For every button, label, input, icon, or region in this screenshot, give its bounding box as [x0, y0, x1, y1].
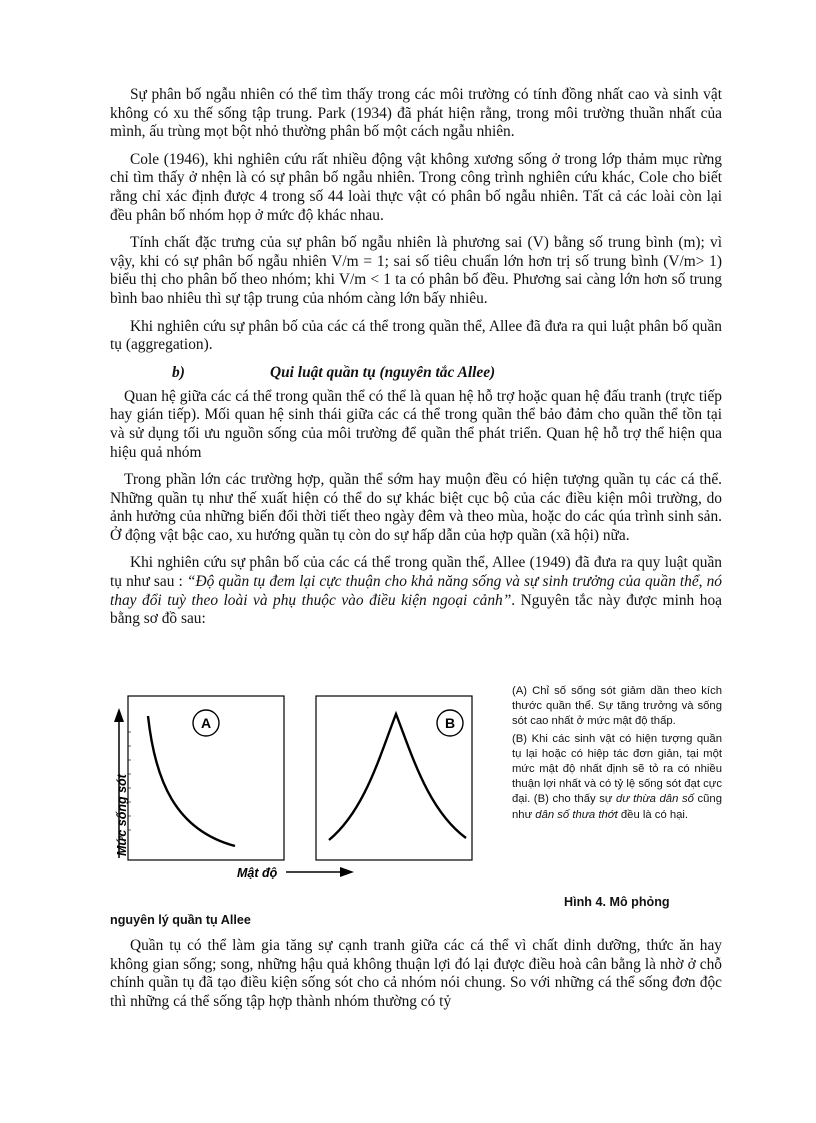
allee-post: . Nguyên tắc này được minh hoạ bằng sơ đồ sau:	[110, 591, 722, 628]
curve-a	[148, 716, 235, 846]
paragraph-variance: Tính chất đặc trưng của sự phân bố ngẫu nhiên là phương sai (V) bằng số trung bình (m); vì vậy, khi có sự phân bố ngẫu nhiên V/m = 1; sai số tiêu chuẩn lớn hơn trị số trung bình (V/m> 1) biểu thị cho phân bố theo nhóm; khi V/m < 1 ta có phân bố đều. Phương sai càng lớn hơn số trung bình bao nhiêu thì sự tập trung của nhóm càng lớn bấy nhiêu.	[110, 234, 722, 307]
y-axis-arrow-head	[114, 708, 124, 722]
y-axis-label: Mức sống sót	[115, 774, 129, 856]
paragraph-allee-rule	[110, 554, 722, 628]
label-b-text: B	[444, 715, 456, 731]
paragraph-random-distribution: Sự phân bố ngẫu nhiên có thể tìm thấy trong các môi trường có tính đồng nhất cao và sinh vật không có xu thế sống tập trung. Park (1934) đã phát hiện rằng, trong môi trường thuần nhất của mình, ấu trùng mọt bột nhỏ thường phân bố một cách ngẫu nhiên.	[110, 86, 722, 141]
allee-pre: Khi nghiên cứu sự phân bố của các cá thể trong quần thể, Allee (1949) đã đưa ra quy luật quần tụ như sau :	[110, 554, 722, 591]
paragraph-closing: Quần tụ có thể làm gia tăng sự cạnh tranh giữa các cá thể vì chất dinh dưỡng, thức ăn hay không gian sống; song, những hậu quả không thuận lợi đó lại được điều hoà cân bằng là nhờ ở chỗ chính quần tụ đã tạo điều kiện sống sót cho cả nhóm nói chung. So với những cá thể sống đơn độc thì những cá thể sống tập hợp thành nhóm thường có tỷ	[110, 937, 722, 1010]
text-body	[110, 86, 722, 638]
section-letter: b)	[172, 363, 185, 381]
closing-section	[110, 937, 722, 1020]
figure-graphs	[110, 680, 510, 890]
caption-b-post: đều là có hại.	[617, 808, 689, 821]
x-axis-label: Mật độ	[237, 866, 278, 880]
caption-b-pre: (B) Khi các sinh vật có hiện tượng quần tụ lại hoặc có hiệp tác đơn giản, tại một mức mật độ nhất định sẽ tỏ ra có nhiều thuận lợi nhất và có tỷ lệ sống sót đạt cực đại. (B) cho thấy sự	[512, 732, 722, 806]
x-axis-arrow-head	[340, 867, 354, 877]
caption-b-mid: cũng như	[512, 793, 722, 821]
paragraph-relations: Quan hệ giữa các cá thể trong quần thể có thể là quan hệ hỗ trợ hoặc quan hệ đấu tranh (trực tiếp hay gián tiếp). Mối quan hệ sinh thái giữa các cá thể trong quần thể bảo đảm cho quần thể tồn tại và sử dụng tối ưu nguồn sống của môi trường để quần thể phát triển. Quan hệ hỗ trợ thể hiện qua hiệu quả nhóm	[110, 387, 722, 461]
paragraph-aggregation: Trong phần lớn các trường hợp, quần thể sớm hay muộn đều có hiện tượng quần tụ các cá thể. Những quần tụ như thế xuất hiện có thể do sự khác biệt cục bộ của các điều kiện môi trường, do ảnh hưởng của những biến đổi thời tiết theo ngày đêm và theo mùa, hoặc do các qúa trình sinh sản. Ở động vật bậc cao, xu hướng quần tụ còn do sự hấp dẫn của hợp quần (xã hội) nữa.	[110, 471, 722, 544]
figure-caption	[512, 684, 722, 825]
paragraph-allee-intro: Khi nghiên cứu sự phân bố của các cá thể trong quần thể, Allee đã đưa ra qui luật phân bố quần tụ (aggregation).	[110, 317, 722, 354]
allee-quote: “Độ quần tụ đem lại cực thuận cho khả năng sống và sự sinh trưởng của quần thể, nó thay đổi tuỳ theo loài và phụ thuộc vào điều kiện ngoại cảnh”	[110, 573, 723, 609]
figure-allee	[110, 680, 722, 910]
paragraph-cole: Cole (1946), khi nghiên cứu rất nhiều động vật không xương sống ở trong lớp thảm mục rừng chỉ tìm thấy ở nhện là có sự phân bố ngẫu nhiên. Trong công trình nghiên cứu khác, Cole cho biết rằng chỉ xác định được 4 trong số 44 loài thực vật có phân bố ngẫu nhiên. Tất cả các loài còn lại đều phân bố nhóm họp ở mức độ khác nhau.	[110, 150, 722, 224]
section-heading	[110, 364, 722, 382]
caption-a: (A) Chỉ số sống sót giảm dần theo kích thước quần thể. Sự tăng trưởng và sống sót cao nhất ở mức mật độ thấp.	[512, 685, 722, 728]
section-title: Qui luật quần tụ (nguyên tắc Allee)	[270, 363, 496, 381]
caption-b-italic-2: dân số thưa thớt	[535, 808, 618, 821]
caption-b	[512, 732, 722, 823]
label-a-text: A	[200, 715, 212, 731]
figure-title-line2: nguyên lý quần tụ Allee	[110, 913, 251, 927]
caption-b-italic-1: dư thừa dân số	[616, 793, 694, 806]
figure-title-line1: Hình 4. Mô phỏng	[564, 895, 670, 909]
